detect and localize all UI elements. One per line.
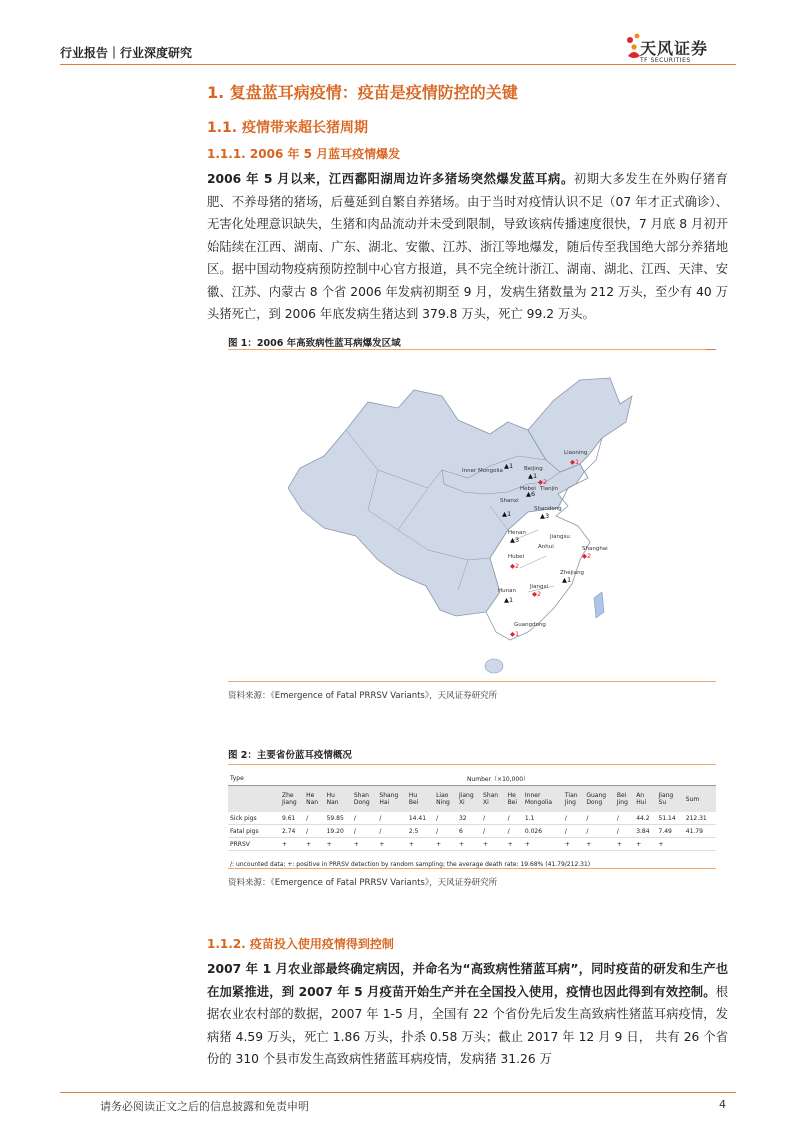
brand-name-en: TF SECURITIES xyxy=(640,57,691,64)
table-province-header xyxy=(506,786,523,813)
page-number: 4 xyxy=(719,1098,726,1111)
table-cell: 9.61 xyxy=(280,812,304,825)
table-province-header xyxy=(377,786,406,813)
label-hubei: Hubei xyxy=(508,554,525,560)
table-row xyxy=(228,812,716,825)
province-line-2: Jiang xyxy=(282,799,297,806)
table-province-header xyxy=(304,786,325,813)
province-line-1: Liao xyxy=(436,792,449,799)
table-cell: + xyxy=(634,838,656,851)
table-cell: / xyxy=(434,825,457,838)
figure1-source: 资料来源：《Emergence of Fatal PRRSV Variants》，天风证券研究所 xyxy=(228,691,498,701)
table-province-header xyxy=(684,786,716,813)
table-row-label: PRRSV xyxy=(228,838,280,851)
table-cell: / xyxy=(563,825,584,838)
province-line-2: Jing xyxy=(564,799,576,806)
province-line-2: Ning xyxy=(436,799,450,806)
figure1-rule-mark xyxy=(706,349,716,350)
figure2-source: 资料来源：《Emergence of Fatal PRRSV Variants》，天风证券研究所 xyxy=(228,878,498,888)
table-note-row xyxy=(228,851,716,870)
table-province-header xyxy=(352,786,378,813)
figure1-title: 图 1：2006 年高致病性蓝耳病爆发区域 xyxy=(228,338,401,349)
table-cell: 0.026 xyxy=(523,825,563,838)
label-shandong: Shandong xyxy=(534,506,562,512)
table-province-header xyxy=(615,786,634,813)
province-line-1: Hu xyxy=(408,792,418,799)
marker-zhejiang: ▲1 xyxy=(562,576,572,584)
table-cell: 51.14 xyxy=(657,812,684,825)
table-cell: / xyxy=(352,825,378,838)
map-taiwan xyxy=(594,592,604,618)
footer-divider xyxy=(60,1092,736,1093)
table-cell: + xyxy=(434,838,457,851)
province-line-2: Dong xyxy=(586,799,603,806)
china-outbreak-map xyxy=(228,360,716,678)
label-liaoning: Liaoning xyxy=(564,450,588,456)
table-cell: + xyxy=(377,838,406,851)
province-line-2: Su xyxy=(658,799,667,806)
table-province-header xyxy=(584,786,615,813)
label-jiangsu: Jiangsu xyxy=(550,534,570,540)
table-cell: 32 xyxy=(457,812,481,825)
label-tianjin: Tianjin xyxy=(540,486,559,492)
province-line-2: Hui xyxy=(636,799,647,806)
map-hainan xyxy=(485,659,503,673)
table-cell: + xyxy=(304,838,325,851)
table-cell: + xyxy=(615,838,634,851)
table-cell: 7.49 xyxy=(657,825,684,838)
province-line-1: Bei xyxy=(616,792,627,799)
table-cell: 41.79 xyxy=(684,825,716,838)
marker-hebei: ▲6 xyxy=(526,490,536,498)
paragraph-vaccine xyxy=(207,958,728,1071)
marker-jiangxi: ◆2 xyxy=(532,590,542,598)
label-jiangxi: Jiangxi xyxy=(530,584,549,590)
table-cell: / xyxy=(377,825,406,838)
province-line-1: Hu xyxy=(326,792,335,799)
table-cell: + xyxy=(280,838,304,851)
table-cell: / xyxy=(584,812,615,825)
report-type-label: 行业报告｜行业深度研究 xyxy=(60,46,193,60)
table-cell: 212.31 xyxy=(684,812,716,825)
subsubsection-heading-1: 1.1.1. 2006 年 5 月蓝耳疫情爆发 xyxy=(207,147,401,161)
label-shanxi: Shanxi xyxy=(500,498,519,504)
figure2-title: 图 2：主要省份蓝耳疫情概况 xyxy=(228,750,352,761)
table-cell: + xyxy=(584,838,615,851)
table-cell: / xyxy=(377,812,406,825)
table-cell: / xyxy=(615,812,634,825)
table-province-row xyxy=(228,786,716,813)
table-province-header xyxy=(457,786,481,813)
paragraph-outbreak-lead: 2006 年 5 月以来，江西鄱阳湖周边许多猪场突然爆发蓝耳病。 xyxy=(207,172,574,186)
table-cell: + xyxy=(352,838,378,851)
brand-name-cn: 天风证券 xyxy=(640,39,709,58)
section-heading: 1. 复盘蓝耳病疫情：疫苗是疫情防控的关键 xyxy=(207,83,518,102)
subsection-heading: 1.1. 疫情带来超长猪周期 xyxy=(207,120,368,136)
table-cell: / xyxy=(506,812,523,825)
province-line-1: Shan xyxy=(353,792,369,799)
province-line-2: Xi xyxy=(458,799,465,806)
table-cell: / xyxy=(352,812,378,825)
table-note: /: uncounted data; +: positive in PRRSV detection by random sampling; the average death rate: 19.68% (41.79/212.31) xyxy=(230,861,591,868)
label-shanghai: Shanghai xyxy=(582,546,608,552)
province-line-2: Bei xyxy=(408,799,419,806)
marker-beijing: ▲1 xyxy=(528,472,538,480)
marker-henan: ▲3 xyxy=(510,536,520,544)
table-number-header: Number（×10,000） xyxy=(280,772,716,786)
label-hebei: Hebei xyxy=(520,486,536,492)
marker-shanghai: ◆2 xyxy=(582,552,592,560)
table-cell: / xyxy=(434,812,457,825)
table-province-header xyxy=(634,786,656,813)
table-cell: + xyxy=(506,838,523,851)
marker-liaoning: ◆1 xyxy=(570,458,580,466)
label-inner-mongolia: Inner Mongolia xyxy=(462,468,503,474)
table-row-label: Sick pigs xyxy=(228,812,280,825)
province-line-1: An xyxy=(636,792,645,799)
table-province-header xyxy=(563,786,584,813)
table-row xyxy=(228,838,716,851)
table-province-header xyxy=(280,786,304,813)
figure2-top-rule xyxy=(228,764,716,765)
table-province-header xyxy=(523,786,563,813)
label-henan: Henan xyxy=(508,530,526,536)
table-cell: 6 xyxy=(457,825,481,838)
province-line-2: Jing xyxy=(616,799,628,806)
province-line-1: Shang xyxy=(379,792,399,799)
table-row-label: Fatal pigs xyxy=(228,825,280,838)
province-line-1: Tian xyxy=(564,792,578,799)
table-cell: + xyxy=(325,838,352,851)
paragraph-outbreak-body: 初期大多发生在外购仔猪育肥、不养母猪的猪场，后蔓延到自繁自养猪场。由于当时对疫情认识不足（07 年才正式确诊）、无害化处理意识缺失，生猪和肉品流动并未受到限制，导致该病传播速度很快，7 月底 8 月初开始陆续在江西、湖南、广东、湖北、安徽、江苏、浙江等地爆发，随后传至我国绝大部分养猪地区。据中国动物疫病预防控制中心官方报道，具不完全统计浙江、湖南、湖北、江西、天津、安徽、江苏、内蒙古 8 个省 2006 年发病初期至 9 月，发病生猪数量为 212 万头，至少有 40 万头猪死亡，到 2006 年底发病生猪达到 379.8 万头，死亡 99.2 万头。 xyxy=(207,172,728,321)
table-province-header xyxy=(657,786,684,813)
header-divider xyxy=(60,64,736,65)
table-cell: 3.84 xyxy=(634,825,656,838)
table-cell: + xyxy=(481,838,506,851)
label-guangdong: Guangdong xyxy=(514,622,546,628)
table-cell: 2.5 xyxy=(407,825,434,838)
province-line-2: Nan xyxy=(326,799,339,806)
province-line-2: Xi xyxy=(483,799,489,806)
footer-disclaimer: 请务必阅读正文之后的信息披露和免责申明 xyxy=(100,1100,309,1113)
province-line-1: Zhe xyxy=(282,792,294,799)
label-hunan: Hunan xyxy=(498,588,516,594)
table-type-header: Type xyxy=(228,772,280,786)
table-cell: / xyxy=(584,825,615,838)
province-line-1: Guang xyxy=(586,792,607,799)
province-line-2: Hai xyxy=(379,799,390,806)
table-cell: + xyxy=(563,838,584,851)
table-cell: 1.1 xyxy=(523,812,563,825)
outbreak-table xyxy=(228,772,716,869)
marker-shanxi: ▲1 xyxy=(502,510,512,518)
table-province-header xyxy=(434,786,457,813)
subsubsection-heading-2: 1.1.2. 疫苗投入使用疫情得到控制 xyxy=(207,937,394,951)
province-line-1: He xyxy=(306,792,315,799)
marker-guangdong: ◆1 xyxy=(510,630,520,638)
table-cell: / xyxy=(506,825,523,838)
province-line-2: Sum xyxy=(685,795,700,803)
figure2-bottom-rule xyxy=(228,868,716,869)
paragraph-vaccine-lead: 2007 年 1 月农业部最终确定病因，并命名为“高致病性猪蓝耳病”，同时疫苗的研发和生产也在加紧推进，到 2007 年 5 月疫苗开始生产并在全国投入使用，疫情也因此得到有效控制。 xyxy=(207,962,728,999)
marker-shandong: ▲3 xyxy=(540,512,550,520)
province-line-1: Jiang xyxy=(458,792,474,799)
province-line-1: He xyxy=(507,792,516,799)
table-province-header xyxy=(481,786,506,813)
marker-inner-mongolia: ▲1 xyxy=(504,462,514,470)
province-line-2: Dong xyxy=(353,799,370,806)
province-line-1: Jiang xyxy=(658,792,674,799)
figure1-top-rule xyxy=(228,349,716,350)
marker-hunan: ▲1 xyxy=(504,596,514,604)
table-cell: / xyxy=(481,825,506,838)
table-cell: / xyxy=(615,825,634,838)
table-cell: / xyxy=(481,812,506,825)
province-line-2: Bei xyxy=(507,799,518,806)
label-zhejiang: Zhejiang xyxy=(560,570,585,576)
province-line-2: Mongolia xyxy=(524,799,553,806)
table-row xyxy=(228,825,716,838)
table-cell: + xyxy=(407,838,434,851)
paragraph-vaccine-body: 根据农业农村部的数据，2007 年 1-5 月，全国有 22 个省份先后发生高致病性猪蓝耳病疫情，发病猪 4.59 万头，死亡 1.86 万头，扑杀 0.58 万头；截止 2017 年 12 月 9 日， 共有 26 个省份的 310 个县市发生高致病性猪蓝耳病疫情，发病猪 31.26 万 xyxy=(207,984,728,1066)
label-anhui: Anhui xyxy=(538,544,554,550)
table-cell: 44.2 xyxy=(634,812,656,825)
province-line-1: Inner xyxy=(524,792,541,799)
table-cell: 14.41 xyxy=(407,812,434,825)
table-cell: 19.20 xyxy=(325,825,352,838)
table-cell: + xyxy=(657,838,684,851)
table-cell: 2.74 xyxy=(280,825,304,838)
table-cell: + xyxy=(523,838,563,851)
table-cell xyxy=(684,838,716,851)
label-beijing: Beijing xyxy=(524,466,543,472)
table-province-header xyxy=(325,786,352,813)
paragraph-outbreak xyxy=(207,168,728,326)
marker-hubei: ◆2 xyxy=(510,562,520,570)
marker-tianjin: ◆2 xyxy=(538,478,548,486)
table-cell: + xyxy=(457,838,481,851)
province-line-2: Nan xyxy=(306,799,319,806)
table-province-header xyxy=(407,786,434,813)
figure1-bottom-rule xyxy=(228,681,716,682)
table-cell: / xyxy=(304,825,325,838)
province-line-1: Shan xyxy=(483,792,499,799)
table-blank-cell xyxy=(228,786,280,813)
table-cell: 59.85 xyxy=(325,812,352,825)
table-header-row xyxy=(228,772,716,786)
table-cell: / xyxy=(304,812,325,825)
table-cell: / xyxy=(563,812,584,825)
